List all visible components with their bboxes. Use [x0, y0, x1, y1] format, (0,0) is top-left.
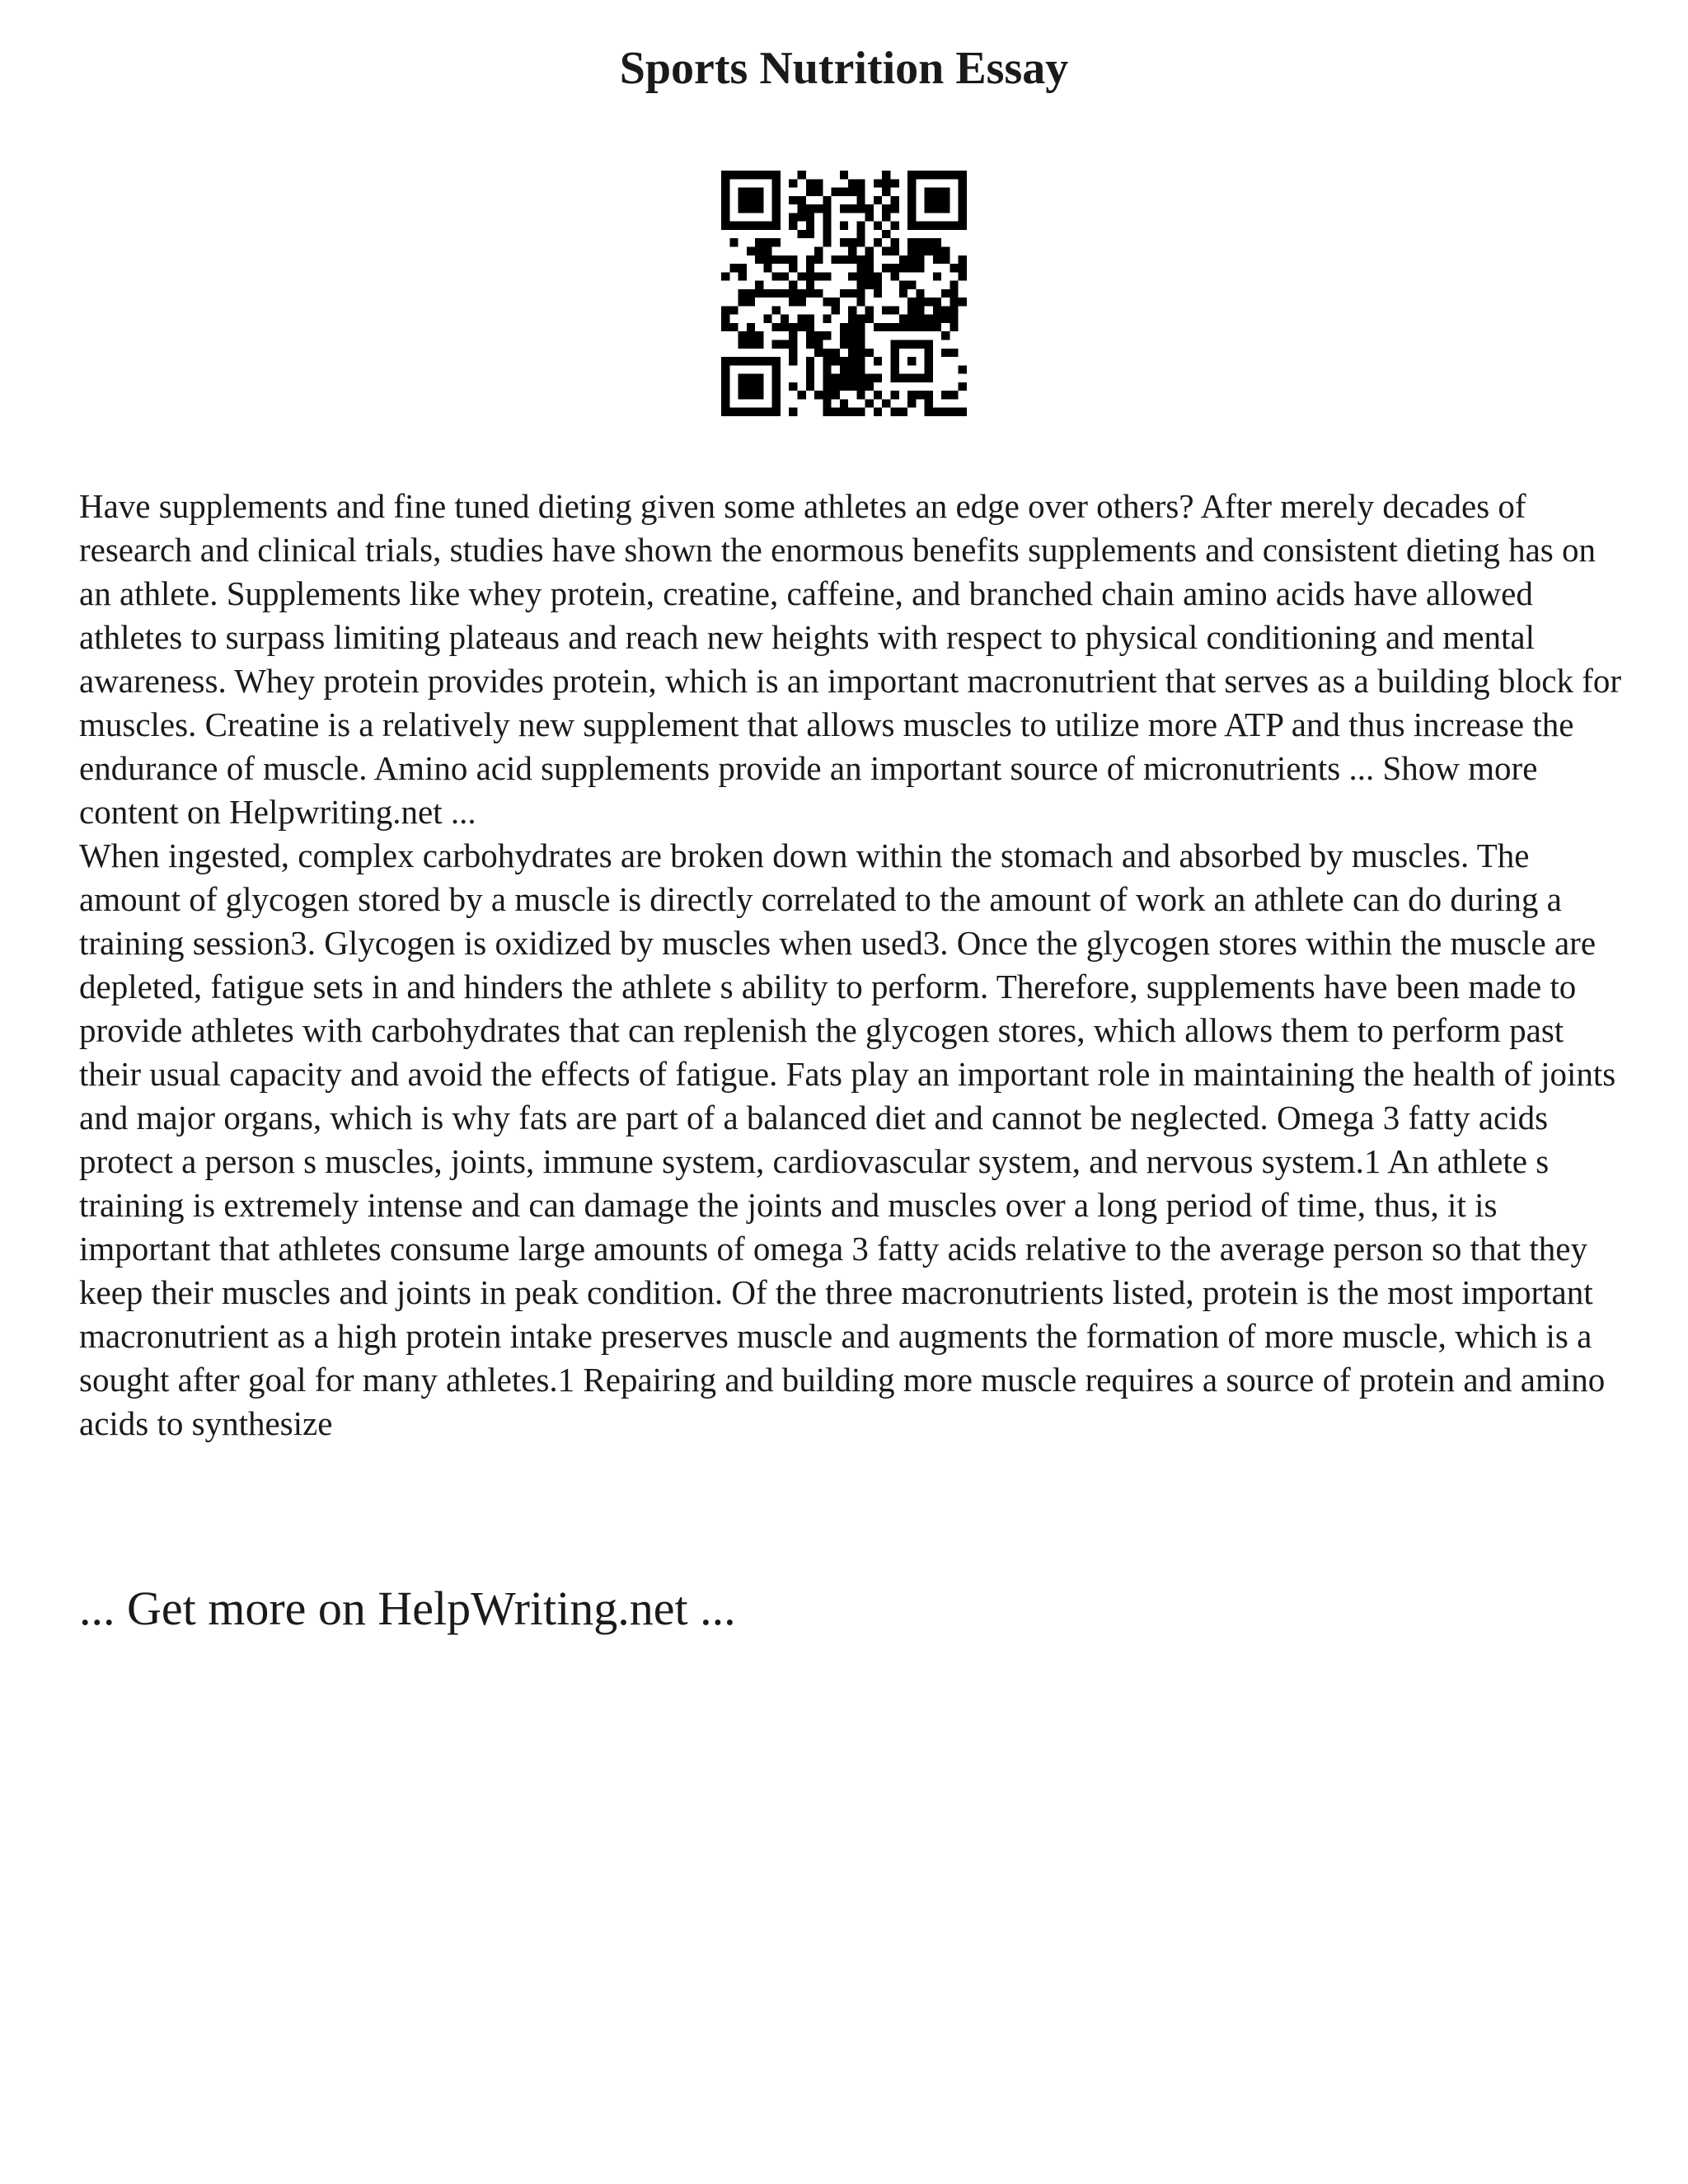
qr-code-icon — [721, 171, 967, 416]
page-title: Sports Nutrition Essay — [619, 43, 1069, 94]
get-more-link[interactable]: ... Get more on HelpWriting.net ... — [79, 1582, 736, 1635]
essay-paragraph: Have supplements and fine tuned dieting given some athletes an edge over others? After merely decades of research and clinical trials, studies have shown the enormous benefits supplements and consistent dieting has on an athlete. Supplements like whey protein, creatine, caffeine, and branched chain amino acids have allowed athletes to surpass limiting plateaus and reach new heights with respect to physical conditioning and mental awareness. Whey protein provides protein, which is an important macronutrient that serves as a building block for muscles. Creatine is a relatively new supplement that allows muscles to utilize more ATP and thus increase the endurance of muscle. Amino acid supplements provide an important source of micronutrients ... Show more content on Helpwriting.net ... — [79, 487, 1622, 831]
essay-paragraph: When ingested, complex carbohydrates are broken down within the stomach and absorbed by muscles. The amount of glycogen stored by a muscle is directly correlated to the amount of work an athlete can do during a training session3. Glycogen is oxidized by muscles when used3. Once the glycogen stores within the muscle are depleted, fatigue sets in and hinders the athlete s ability to perform. Therefore, supplements have been made to provide athletes with carbohydrates that can replenish the glycogen stores, which allows them to perform past their usual capacity and avoid the effects of fatigue. Fats play an important role in maintaining the health of joints and major organs, which is why fats are part of a balanced diet and cannot be neglected. Omega 3 fatty acids protect a person s muscles, joints, immune system, cardiovascular system, and nervous system.1 An athlete s training is extremely intense and can damage the joints and muscles over a long period of time, thus, it is important that athletes consume large amounts of omega 3 fatty acids relative to the average person so that they keep their muscles and joints in peak condition. Of the three macronutrients listed, protein is the most important macronutrient as a high protein intake preserves muscle and augments the formation of more muscle, which is a sought after goal for many athletes.1 Repairing and building more muscle requires a source of protein and amino acids to synthesize — [79, 837, 1616, 1442]
essay-body — [79, 485, 1629, 1446]
